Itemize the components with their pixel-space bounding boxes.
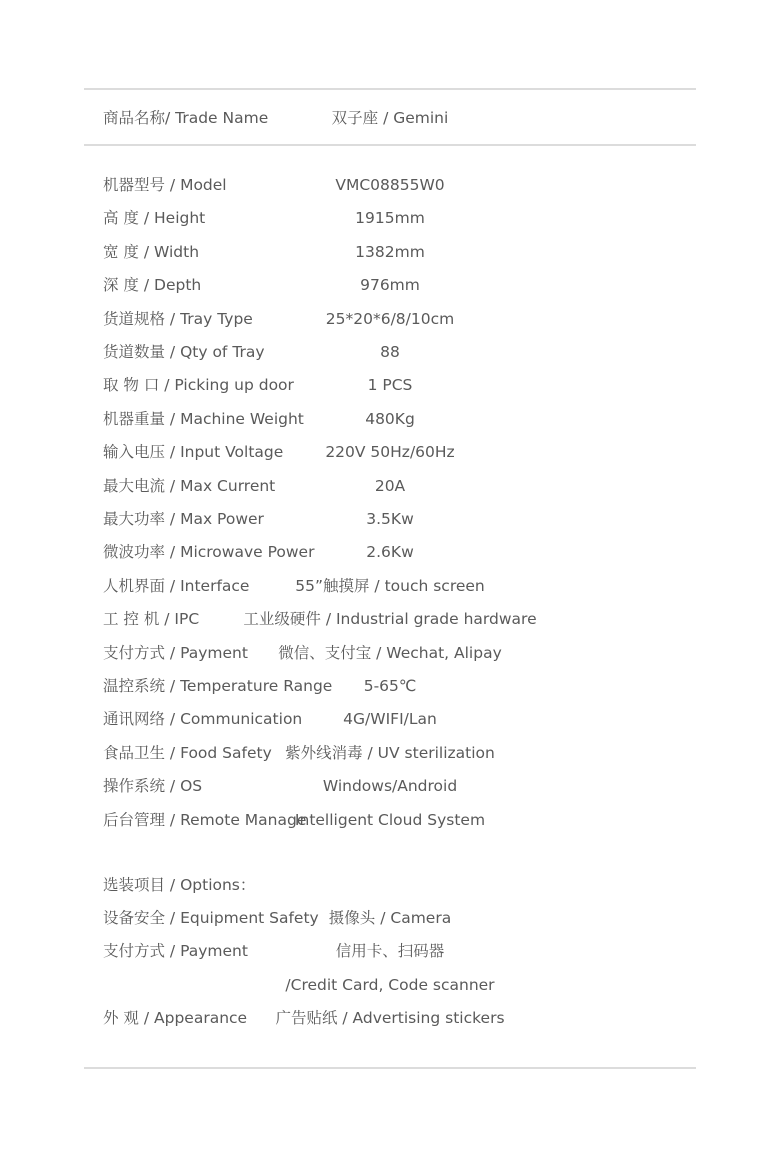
spec-row	[84, 169, 696, 202]
spec-row-label: 取 物 口 / Picking up door	[103, 376, 294, 395]
spec-row-value: 紫外线消毒 / UV sterilization	[285, 743, 495, 762]
spec-row	[84, 269, 696, 302]
spec-row	[84, 770, 696, 803]
option-row-value: 摄像头 / Camera	[328, 909, 452, 927]
bottom-divider	[84, 1067, 696, 1069]
spec-row-label: 最大功率 / Max Power	[103, 510, 264, 528]
spec-row	[84, 336, 696, 369]
spec-row	[84, 436, 696, 469]
spec-row-value: 3.5Kw	[366, 510, 414, 528]
spec-row-label: 机器重量 / Machine Weight	[103, 409, 304, 428]
option-row	[84, 969, 696, 1002]
spec-row-value: 4G/WIFI/Lan	[343, 710, 437, 729]
spec-row	[84, 303, 696, 336]
option-row	[84, 1002, 696, 1035]
header-divider	[84, 144, 696, 146]
spec-row-value: 220V 50Hz/60Hz	[325, 443, 455, 462]
spec-row	[84, 470, 696, 503]
spec-row-value: VMC08855W0	[335, 176, 445, 194]
spec-row-label: 温控系统 / Temperature Range	[103, 677, 333, 695]
spec-row-value: 微信、支付宝 / Wechat, Alipay	[278, 643, 502, 662]
spec-row-value: 1 PCS	[367, 376, 413, 395]
spec-row-label: 货道规格 / Tray Type	[103, 309, 253, 328]
spec-row	[84, 670, 696, 703]
spec-row	[84, 737, 696, 770]
spec-row-label: 通讯网络 / Communication	[103, 710, 303, 729]
spec-row	[84, 236, 696, 269]
spec-row	[84, 804, 696, 837]
option-row-label: 支付方式 / Payment	[103, 942, 248, 961]
spec-row	[84, 637, 696, 670]
spec-row-value: 5-65℃	[363, 677, 417, 695]
trade-name-row	[84, 102, 696, 135]
spec-row-label: 操作系统 / OS	[103, 777, 203, 796]
spec-row	[84, 202, 696, 235]
spec-row	[84, 369, 696, 402]
spec-row	[84, 703, 696, 736]
trade-name-value: 双子座 / Gemini	[331, 109, 449, 127]
spec-row-value: 20A	[374, 476, 406, 495]
spec-row-label: 输入电压 / Input Voltage	[103, 443, 284, 462]
spec-row-label: 工 控 机 / IPC	[103, 610, 200, 629]
trade-name-label: 商品名称/ Trade Name	[103, 109, 269, 127]
spec-row-label: 微波功率 / Microwave Power	[103, 543, 315, 562]
spec-row-value: 55”触摸屏 / touch screen	[295, 576, 485, 595]
spec-row-label: 机器型号 / Model	[103, 176, 227, 194]
spec-row-label: 货道数量 / Qty of Tray	[103, 343, 265, 361]
spec-row-value: 976mm	[360, 276, 420, 295]
spec-row-label: 支付方式 / Payment	[103, 643, 248, 662]
spec-row-value: 480Kg	[365, 409, 415, 428]
spec-row-label: 后台管理 / Remote Manage	[103, 810, 307, 829]
spec-row-value: 25*20*6/8/10cm	[325, 309, 455, 328]
spec-row-label: 高 度 / Height	[103, 209, 206, 228]
spec-row-value: Intelligent Cloud System	[294, 810, 486, 829]
option-row-value: 广告贴纸 / Advertising stickers	[275, 1009, 505, 1028]
option-row-label: 设备安全 / Equipment Safety	[103, 909, 319, 927]
option-row-value: /Credit Card, Code scanner	[285, 975, 495, 994]
spec-row	[84, 503, 696, 536]
spec-row-label: 人机界面 / Interface	[103, 576, 250, 595]
spec-row	[84, 403, 696, 436]
spec-row-value: 1915mm	[355, 209, 425, 228]
top-divider	[84, 88, 696, 90]
option-row-value: 信用卡、扫码器	[335, 942, 445, 961]
spec-row-value: Windows/Android	[322, 777, 458, 796]
spec-row-label: 食品卫生 / Food Safety	[103, 743, 272, 762]
option-row	[84, 902, 696, 935]
option-row	[84, 935, 696, 968]
spec-row-value: 88	[380, 343, 400, 361]
spec-row	[84, 603, 696, 636]
spec-row-label: 深 度 / Depth	[103, 276, 202, 295]
options-title: 选装项目 / Options：	[103, 876, 256, 894]
spec-row	[84, 570, 696, 603]
spec-row-value: 1382mm	[355, 242, 425, 261]
spec-row-label: 宽 度 / Width	[103, 242, 200, 261]
options-title-row	[84, 869, 696, 902]
option-row-label: 外 观 / Appearance	[103, 1009, 248, 1028]
spec-row-value: 2.6Kw	[366, 543, 414, 562]
spec-row	[84, 536, 696, 569]
spec-row-label: 最大电流 / Max Current	[103, 476, 276, 495]
spec-row-value: 工业级硬件 / Industrial grade hardware	[243, 610, 537, 629]
